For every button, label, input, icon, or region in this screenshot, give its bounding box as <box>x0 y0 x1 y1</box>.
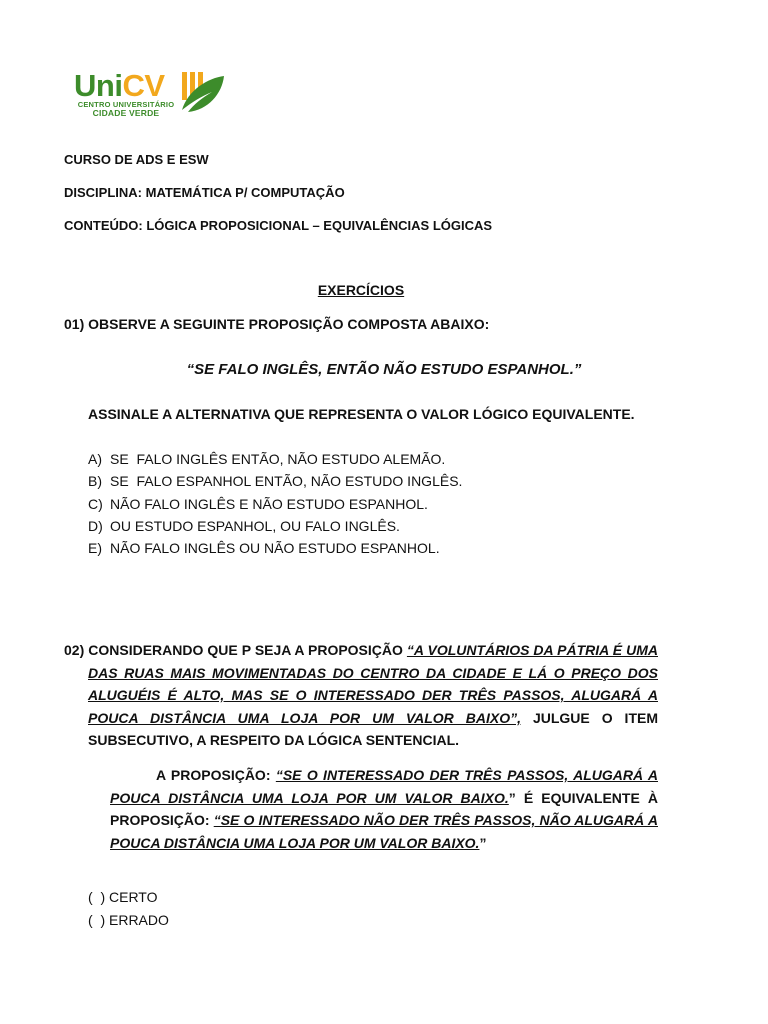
question-1-quote: “SE FALO INGLÊS, ENTÃO NÃO ESTUDO ESPANHOL.” <box>186 361 582 378</box>
choice-errado[interactable]: ( ) ERRADO <box>88 912 169 928</box>
unicv-logo <box>74 70 226 120</box>
option-c: C) NÃO FALO INGLÊS E NÃO ESTUDO ESPANHOL. <box>88 496 428 512</box>
course-line: CURSO DE ADS E ESW <box>64 152 209 167</box>
option-b: B) SE FALO ESPANHOL ENTÃO, NÃO ESTUDO INGLÊS. <box>88 473 463 489</box>
discipline-line: DISCIPLINA: MATEMÁTICA P/ COMPUTAÇÃO <box>64 185 345 200</box>
question-1-instruction: ASSINALE A ALTERNATIVA QUE REPRESENTA O VALOR LÓGICO EQUIVALENTE. <box>88 406 635 422</box>
question-2-proposition: “A VOLUNTÁRIOS DA PÁTRIA É UMA DAS RUAS MAIS MOVIMENTADAS DO CENTRO DA CIDADE E LÁ O PREÇO DOS ALUGUÉIS É ALTO, MAS SE O INTERESSADO DER TRÊS PASSOS, ALUGARÁ A POUCA DISTÂNCIA UMA LOJA POR UM VALOR BAIXO”, <box>88 642 658 726</box>
option-e: E) NÃO FALO INGLÊS OU NÃO ESTUDO ESPANHOL. <box>88 540 440 556</box>
logo-subtitle-line2: CIDADE VERDE <box>92 108 160 118</box>
logo-wordmark: UniCV <box>74 68 165 103</box>
question-2-statement: 02) CONSIDERANDO QUE P SEJA A PROPOSIÇÃO “A VOLUNTÁRIOS DA PÁTRIA É UMA DAS RUAS MAIS MOVIMENTADAS DO CENTRO DA CIDADE E LÁ O PREÇO DOS ALUGUÉIS É ALTO, MAS SE O INTERESSADO DER TRÊS PASSOS, ALUGARÁ A POUCA DISTÂNCIA UMA LOJA POR UM VALOR BAIXO”, JULGUE O ITEM SUBSECUTIVO, A RESPEITO DA LÓGICA SENTENCIAL. <box>64 642 658 748</box>
question-2-item: A PROPOSIÇÃO: “SE O INTERESSADO DER TRÊS PASSOS, ALUGARÁ A POUCA DISTÂNCIA UMA LOJA POR UM VALOR BAIXO.” É EQUIVALENTE À PROPOSIÇÃO: “SE O INTERESSADO NÃO DER TRÊS PASSOS, NÃO ALUGARÁ A POUCA DISTÂNCIA UMA LOJA POR UM VALOR BAIXO.” <box>110 767 658 851</box>
question-1-statement: 01) OBSERVE A SEGUINTE PROPOSIÇÃO COMPOSTA ABAIXO: <box>64 316 490 332</box>
choice-certo[interactable]: ( ) CERTO <box>88 889 158 905</box>
logo-subtitle-line1: CENTRO UNIVERSITÁRIO <box>77 100 175 109</box>
option-a: A) SE FALO INGLÊS ENTÃO, NÃO ESTUDO ALEMÃO. <box>88 451 446 467</box>
leaf-emblem-icon <box>178 70 226 114</box>
content-line: CONTEÚDO: LÓGICA PROPOSICIONAL – EQUIVALÊNCIAS LÓGICAS <box>64 218 493 233</box>
exercises-title: EXERCÍCIOS <box>317 282 405 298</box>
option-d: D) OU ESTUDO ESPANHOL, OU FALO INGLÊS. <box>88 518 400 534</box>
